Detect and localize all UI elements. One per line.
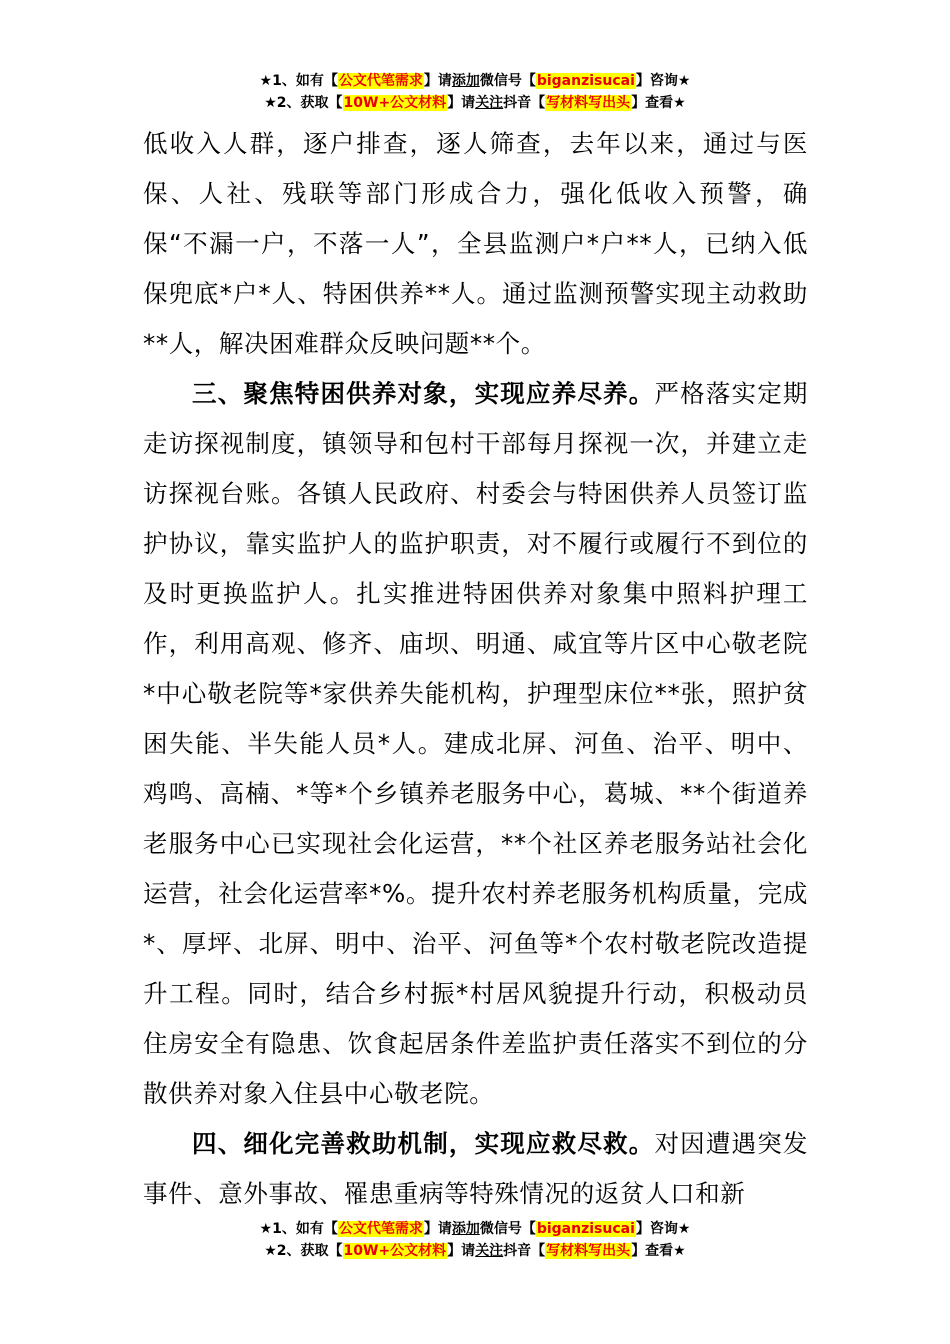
highlight-wechat-id: biganzisucai — [536, 1221, 635, 1237]
banner-line-2: ★2、获取【10W+公文材料】请关注抖音【写材料写出头】查看★ — [264, 1243, 686, 1259]
paragraph-section-4 — [143, 1119, 808, 1219]
footer-banner — [0, 1218, 950, 1262]
banner-line-1: ★1、如有【公文代笔需求】请添加微信号【biganzisucai】咨询★ — [259, 73, 691, 89]
section-3-heading: 三、聚焦特困供养对象，实现应养尽养。 — [192, 379, 655, 408]
paragraph-low-income: 低收入人群，逐户排查，逐人筛查，去年以来，通过与医保、人社、残联等部门形成合力，强化低收入预警，确保“不漏一户，不落一人”，全县监测户*户**人，已纳入低保兜底*户*人、特困供养**人。通过监测预警实现主动救助**人，解决困难群众反映问题**个。 — [143, 129, 808, 358]
section-4-text: 对因遭遇突发事件、意外事故、罹患重病等特殊情况的返贫人口和新 — [143, 1129, 808, 1208]
highlight-douyin-id: 写材料写出头 — [546, 95, 631, 111]
highlight-service: 公文代笔需求 — [338, 73, 423, 89]
document-body — [143, 119, 808, 1219]
banner-line-2: ★2、获取【10W+公文材料】请关注抖音【写材料写出头】查看★ — [264, 95, 686, 111]
header-banner — [0, 70, 950, 114]
paragraph-section-3 — [143, 369, 808, 1119]
highlight-materials: 10W+公文材料 — [343, 1243, 447, 1259]
banner-line-1: ★1、如有【公文代笔需求】请添加微信号【biganzisucai】咨询★ — [259, 1221, 691, 1237]
section-4-heading: 四、细化完善救助机制，实现应救尽救。 — [192, 1129, 655, 1158]
section-3-text: 严格落实定期走访探视制度，镇领导和包村干部每月探视一次，并建立走访探视台账。各镇人民政府、村委会与特困供养人员签订监护协议，靠实监护人的监护职责，对不履行或履行不到位的及时更换监护人。扎实推进特困供养对象集中照料护理工作，利用高观、修齐、庙坝、明通、咸宜等片区中心敬老院*中心敬老院等*家供养失能机构，护理型床位**张，照护贫困失能、半失能人员*人。建成北屏、河鱼、治平、明中、鸡鸣、高楠、*等*个乡镇养老服务中心，葛城、**个街道养老服务中心已实现社会化运营，**个社区养老服务站社会化运营，社会化运营率*%。提升农村养老服务机构质量，完成*、厚坪、北屏、明中、治平、河鱼等*个农村敬老院改造提升工程。同时，结合乡村振*村居风貌提升行动，积极动员住房安全有隐患、饮食起居条件差监护责任落实不到位的分散供养对象入住县中心敬老院。 — [143, 379, 808, 1108]
highlight-wechat-id: biganzisucai — [536, 73, 635, 89]
highlight-service: 公文代笔需求 — [338, 1221, 423, 1237]
highlight-materials: 10W+公文材料 — [343, 95, 447, 111]
highlight-douyin-id: 写材料写出头 — [546, 1243, 631, 1259]
